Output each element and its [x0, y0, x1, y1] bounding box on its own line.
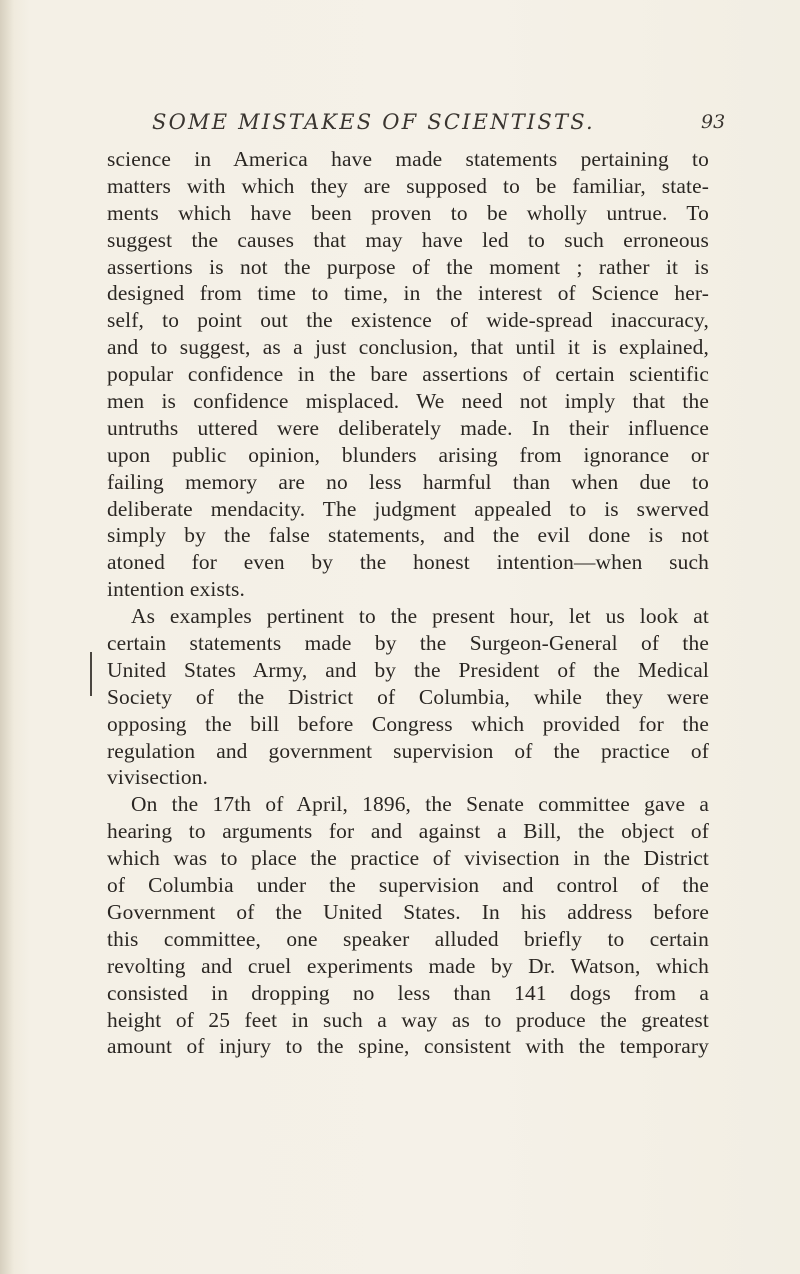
text-line: science in America have made statements pertaining to — [107, 147, 709, 171]
text-line: regulation and government supervision of the practice of — [107, 738, 709, 763]
text-line: simply by the false statements, and the evil done is not — [107, 523, 709, 548]
text-line: certain statements made by the Surgeon-General of the — [107, 631, 709, 656]
text-line: Society of the District of Columbia, while they were — [107, 684, 709, 709]
text-line: opposing the bill before Congress which provided for the — [107, 711, 709, 736]
text-line: and to suggest, as a just conclusion, that until it is explained, — [107, 335, 709, 360]
text-line: atoned for even by the honest intention—when such — [107, 550, 709, 575]
text-line: popular confidence in the bare assertions of certain scientific — [107, 362, 709, 387]
gutter-shadow — [0, 0, 14, 1274]
text-line: deliberate mendacity. The judgment appealed to is swerved — [107, 496, 709, 521]
body-text — [107, 146, 709, 1060]
text-line: of Columbia under the supervision and control of the — [107, 873, 709, 898]
text-line: ments which have been proven to be wholly untrue. To — [107, 200, 709, 225]
text-line: intention exists. — [107, 577, 246, 602]
paragraph — [107, 603, 709, 791]
text-line: height of 25 feet in such a way as to produce the greatest — [107, 1007, 709, 1032]
text-line: matters with which they are supposed to be familiar, state- — [107, 173, 709, 198]
page-number: 93 — [701, 111, 726, 133]
running-title: SOME MISTAKES OF SCIENTISTS. — [152, 110, 595, 134]
text-line: Government of the United States. In his address before — [107, 899, 709, 924]
text-line: consisted in dropping no less than 141 dogs from a — [107, 980, 709, 1005]
text-line: United States Army, and by the President of the Medical — [107, 657, 709, 682]
text-line: hearing to arguments for and against a Bill, the object of — [107, 819, 709, 844]
text-line: which was to place the practice of vivisection in the District — [107, 846, 709, 871]
text-line: revolting and cruel experiments made by Dr. Watson, which — [107, 953, 709, 978]
text-line: amount of injury to the spine, consistent with the temporary — [107, 1034, 709, 1059]
paragraph — [107, 791, 709, 1060]
text-line: vivisection. — [107, 765, 209, 790]
text-line: self, to point out the existence of wide-spread inaccuracy, — [107, 308, 709, 333]
text-line: failing memory are no less harmful than when due to — [107, 469, 709, 494]
paragraph — [107, 146, 709, 603]
margin-mark — [90, 652, 92, 696]
running-head — [0, 102, 800, 142]
text-line: upon public opinion, blunders arising from ignorance or — [107, 442, 709, 467]
text-line: this committee, one speaker alluded briefly to certain — [107, 926, 709, 951]
text-line: assertions is not the purpose of the moment ; rather it is — [107, 254, 709, 279]
text-line: suggest the causes that may have led to such erroneous — [107, 227, 709, 252]
text-line: As examples pertinent to the present hour, let us look at — [131, 604, 709, 629]
text-line: On the 17th of April, 1896, the Senate committee gave a — [131, 792, 709, 817]
text-line: designed from time to time, in the interest of Science her- — [107, 281, 709, 306]
text-line: untruths uttered were deliberately made. In their influence — [107, 415, 709, 440]
text-line: men is confidence misplaced. We need not imply that the — [107, 389, 709, 414]
